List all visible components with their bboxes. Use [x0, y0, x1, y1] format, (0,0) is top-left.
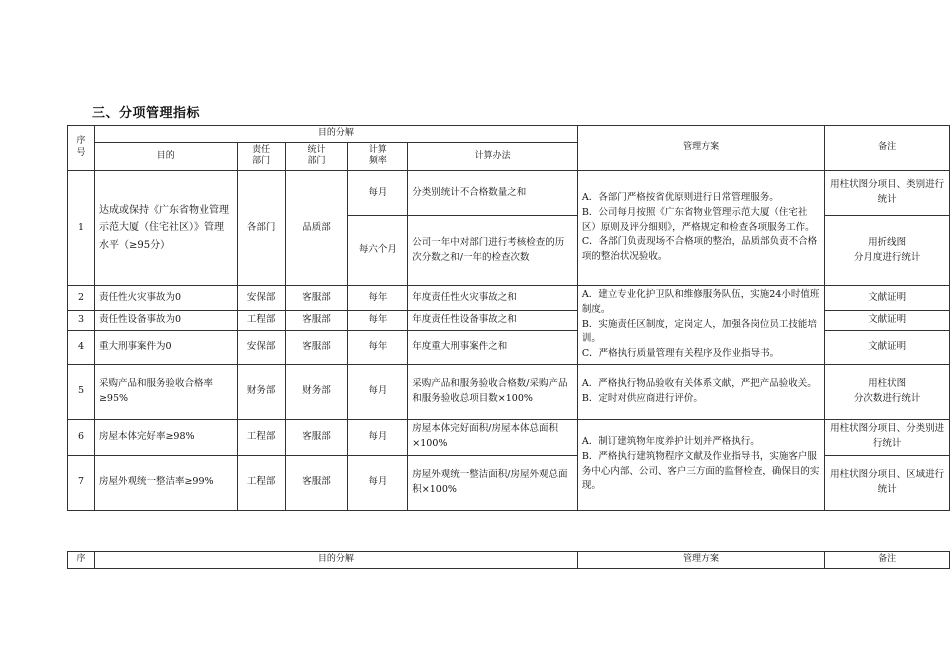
- row-plan: [577, 364, 824, 419]
- plan-item: A．建立专业化护卫队和维修服务队伍，实施24小时值班制度。: [581, 289, 820, 315]
- row-stat-dept: 客服部: [285, 455, 348, 510]
- header-resp-dept: 责任 部门: [237, 142, 285, 170]
- row-remark: 文献证明: [825, 286, 950, 311]
- plan-item: B．定时对供应商进行评价。: [581, 392, 703, 404]
- row-remark: 用折线图 分月度进行统计: [825, 216, 950, 286]
- table-row: [68, 364, 950, 419]
- plan-item: B．严格执行建筑物程序文献及作业指导书，实施客户服务中心内部、公司、客户三方面的监督检查，确保目的实现。: [581, 450, 820, 492]
- row-freq: 每月: [348, 171, 408, 216]
- row-goal: 达成或保持《广东省物业管理示范大厦（住宅社区）》管理水平（≥95分）: [94, 171, 237, 286]
- row-freq: 每年: [348, 331, 408, 364]
- row-plan: [577, 419, 824, 510]
- row-freq: 每年: [348, 310, 408, 330]
- row-goal: 房屋外观统一整洁率≥99%: [94, 455, 237, 510]
- header-stat-dept: 统计 部门: [285, 142, 348, 170]
- row-seq: 7: [68, 455, 95, 510]
- row-seq: 4: [68, 331, 95, 364]
- plan-item: B．公司每月按照《广东省物业管理示范大厦（住宅社区）原则及评分细则》，严格规定和检查各项服务工作。: [581, 206, 815, 233]
- row-freq: 每月: [348, 419, 408, 455]
- row-stat-dept: 客服部: [285, 419, 348, 455]
- row-goal: 房屋本体完好率≥98%: [94, 419, 237, 455]
- header-remark: 备注: [825, 552, 950, 569]
- row-method: 年度责任性设备事故之和: [408, 310, 578, 330]
- row-stat-dept: 客服部: [285, 310, 348, 330]
- row-freq: 每六个月: [348, 216, 408, 286]
- row-freq: 每月: [348, 364, 408, 419]
- row-resp-dept: 工程部: [237, 419, 285, 455]
- row-goal: 责任性设备事故为0: [94, 310, 237, 330]
- row-resp-dept: 各部门: [237, 171, 285, 286]
- row-method: 年度责任性火灾事故之和: [408, 286, 578, 311]
- table-row: [68, 171, 950, 216]
- header-method: 计算办法: [408, 142, 578, 170]
- row-plan: [577, 171, 824, 286]
- plan-item: A．严格执行物品验收有关体系文献，严把产品验收关。: [581, 377, 817, 389]
- continuation-table-header: [67, 551, 950, 569]
- row-method: 年度重大刑事案件之和: [408, 331, 578, 364]
- header-goal-breakdown: 目的分解: [94, 126, 577, 143]
- header-freq: 计算 频率: [348, 142, 408, 170]
- header-goal: 目的: [94, 142, 237, 170]
- row-remark: 用柱状图 分次数进行统计: [825, 364, 950, 419]
- header-goal-breakdown: 目的分解: [94, 552, 577, 569]
- row-method: 房屋本体完好面积/房屋本体总面积×100%: [408, 419, 578, 455]
- header-seq: 序 号: [68, 126, 95, 171]
- header-plan: 管理方案: [577, 552, 824, 569]
- header-plan: 管理方案: [577, 126, 824, 171]
- row-goal: 采购产品和服务验收合格率≥95%: [94, 364, 237, 419]
- table-row: [68, 419, 950, 455]
- plan-item: C．各部门负责现场不合格项的整治，品质部负责不合格项的整治状况验收。: [581, 236, 818, 263]
- row-seq: 1: [68, 171, 95, 286]
- row-stat-dept: 客服部: [285, 331, 348, 364]
- row-resp-dept: 工程部: [237, 455, 285, 510]
- row-method: 分类别统计不合格数量之和: [408, 171, 578, 216]
- row-seq: 5: [68, 364, 95, 419]
- row-remark: 文献证明: [825, 331, 950, 364]
- row-remark: 用柱状图分项目、类别进行统计: [825, 171, 950, 216]
- row-resp-dept: 安保部: [237, 286, 285, 311]
- plan-item: A．制订建筑物年度养护计划并严格执行。: [581, 436, 760, 448]
- plan-item: C．严格执行质量管理有关程序及作业指导书。: [581, 347, 780, 359]
- plan-item: A．各部门严格按省优原则进行日常管理服务。: [581, 192, 779, 204]
- row-seq: 6: [68, 419, 95, 455]
- header-seq: 序: [68, 552, 95, 569]
- management-indicator-table: [67, 125, 950, 511]
- row-method: 房屋外观统一整洁面积/房屋外观总面积×100%: [408, 455, 578, 510]
- row-remark: 用柱状图分项目、区域进行统计: [825, 455, 950, 510]
- row-seq: 2: [68, 286, 95, 311]
- header-remark: 备注: [825, 126, 950, 171]
- table-row: [68, 286, 950, 311]
- row-freq: 每年: [348, 286, 408, 311]
- row-resp-dept: 安保部: [237, 331, 285, 364]
- row-stat-dept: 品质部: [285, 171, 348, 286]
- row-goal: 责任性火灾事故为0: [94, 286, 237, 311]
- row-remark: 文献证明: [825, 310, 950, 330]
- row-stat-dept: 客服部: [285, 286, 348, 311]
- row-resp-dept: 工程部: [237, 310, 285, 330]
- section-title: 三、分项管理指标: [92, 106, 201, 121]
- row-plan: [577, 286, 824, 365]
- row-remark: 用柱状图分项目、分类别进行统计: [825, 419, 950, 455]
- row-stat-dept: 财务部: [285, 364, 348, 419]
- row-goal: 重大刑事案件为0: [94, 331, 237, 364]
- row-method: 采购产品和服务验收合格数/采购产品和服务验收总项目数×100%: [408, 364, 578, 419]
- row-seq: 3: [68, 310, 95, 330]
- row-method: 公司一年中对部门进行考核检查的历次分数之和/一年的检查次数: [408, 216, 578, 286]
- row-freq: 每月: [348, 455, 408, 510]
- row-resp-dept: 财务部: [237, 364, 285, 419]
- plan-item: B．实施责任区制度，定岗定人，加强各岗位员工技能培训。: [581, 318, 817, 345]
